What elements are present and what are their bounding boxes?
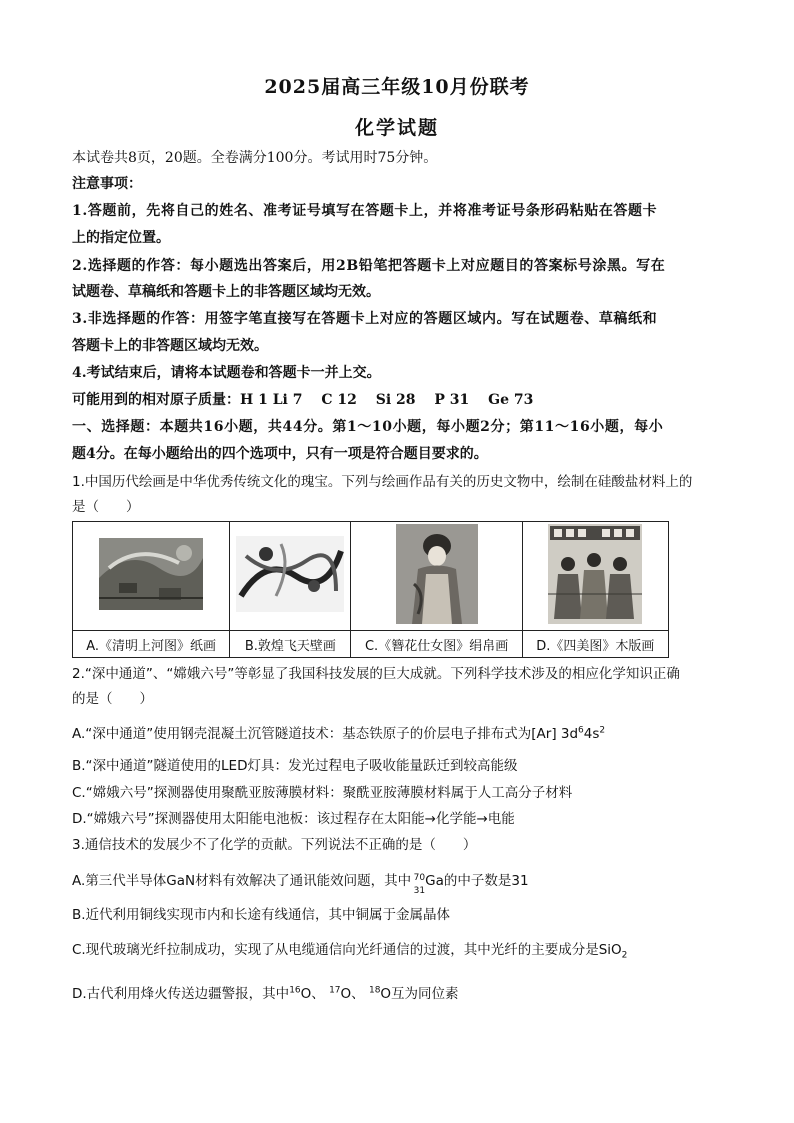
orbital-text: 4s (583, 726, 600, 742)
notice-line: 上的指定位置。 (72, 230, 170, 246)
oxygen-isotope: O、 (340, 986, 365, 1002)
q3-option-d-text: D.古代利用烽火传送边疆警报，其中 (72, 986, 290, 1002)
feitian-mural-icon (236, 536, 344, 612)
mass-number: 17 (329, 985, 341, 996)
atomic-masses: 可能用到的相对原子质量：H 1 Li 7 C 12 Si 28 P 31 Ge 73 (72, 392, 534, 408)
intro-text: 本试卷共8页，20题。全卷满分100分。考试用时75分钟。 (72, 150, 438, 166)
notice-line: 1.答题前，先将自己的姓名、准考证号填写在答题卡上，并将准考证号条形码粘贴在答题卡 (72, 203, 658, 219)
q1-options-table (72, 521, 669, 658)
section-heading: 题4分。在每小题给出的四个选项中，只有一项是符合题目要求的。 (72, 446, 488, 462)
option-d-label: D.《四美图》木版画 (522, 631, 668, 658)
q3-option-d (72, 984, 728, 1004)
qingming-painting-icon (99, 538, 203, 610)
q3-option-a-tail: 的中子数是31 (443, 873, 529, 889)
q2-stem: 的是（ ） (72, 691, 153, 707)
isotope-notation (411, 873, 426, 896)
notice-line: 2.选择题的作答：每小题选出答案后，用2B铅笔把答题卡上对应题目的答案标号涂黑。写在 (72, 258, 666, 274)
q2-option-a-text: A.“深中通道”使用钢壳混凝土沉管隧道技术：基态铁原子的价层电子排布式为[Ar] 3d (72, 726, 579, 742)
q3-option-c-text: C.现代玻璃光纤拉制成功，实现了从电缆通信向光纤通信的过渡，其中光纤的主要成分是SiO (72, 942, 622, 958)
q1-stem: 是（ ） (72, 499, 140, 515)
option-c-label: C.《簪花仕女图》绢帛画 (351, 631, 522, 658)
superscript: 2 (599, 725, 606, 736)
q3-option-c (72, 940, 728, 960)
element-symbol: Ga (425, 873, 444, 889)
option-b-label: B.敦煌飞天壁画 (230, 631, 351, 658)
mass-number: 18 (368, 985, 381, 996)
atomic-number: 31 (413, 886, 426, 896)
exam-title: 2025届高三年级10月份联考 (264, 76, 530, 98)
superscript: 6 (578, 725, 584, 736)
q3-option-a-text: A.第三代半导体GaN材料有效解决了通讯能效问题，其中 (72, 873, 412, 889)
q3-option-a (72, 871, 728, 896)
q2-option-a (72, 724, 728, 744)
notice-line: 答题卡上的非答题区域均无效。 (72, 338, 268, 354)
q2-stem: 2.“深中通道”、“嫦娥六号”等彰显了我国科技发展的巨大成就。下列科学技术涉及的相应化学知识正确 (72, 666, 680, 682)
mass-number: 70 (413, 873, 426, 883)
oxygen-isotope: O、 (300, 986, 325, 1002)
option-b-image (230, 522, 351, 631)
option-c-image (351, 522, 522, 631)
notice-line: 3.非选择题的作答：用签字笔直接写在答题卡上对应的答题区域内。写在试题卷、草稿纸和 (72, 311, 658, 327)
subscript: 2 (621, 950, 628, 961)
q1-stem: 1.中国历代绘画是中华优秀传统文化的瑰宝。下列与绘画作品有关的历史文物中，绘制在硅酸盐材料上的 (72, 474, 693, 490)
section-heading: 一、选择题：本题共16小题，共44分。第1～10小题，每小题2分；第11～16小题，每小 (72, 419, 664, 435)
q3-option-b: B.近代利用铜线实现市内和长途有线通信，其中铜属于金属晶体 (72, 907, 451, 923)
q2-option-c: C.“嫦娥六号”探测器使用聚酰亚胺薄膜材料：聚酰亚胺薄膜材料属于人工高分子材料 (72, 785, 573, 801)
notice-title: 注意事项： (72, 176, 142, 192)
q2-option-b: B.“深中通道”隧道使用的LED灯具：发光过程电子吸收能量跃迁到较高能级 (72, 758, 518, 774)
oxygen-isotope: O互为同位素 (380, 986, 459, 1002)
option-a-label: A.《清明上河图》纸画 (73, 631, 230, 658)
four-beauties-woodcut-icon (548, 524, 642, 624)
subject-title: 化学试题 (354, 117, 439, 139)
q2-option-d: D.“嫦娥六号”探测器使用太阳能电池板：该过程存在太阳能→化学能→电能 (72, 811, 515, 827)
option-a-image (73, 522, 230, 631)
notice-line: 试题卷、草稿纸和答题卡上的非答题区域均无效。 (72, 284, 380, 300)
mass-number: 16 (289, 985, 301, 996)
q3-stem: 3.通信技术的发展少不了化学的贡献。下列说法不正确的是（ ） (72, 837, 477, 853)
notice-line: 4.考试结束后，请将本试题卷和答题卡一并上交。 (72, 365, 381, 381)
option-d-image (522, 522, 668, 631)
court-lady-painting-icon (396, 524, 478, 624)
